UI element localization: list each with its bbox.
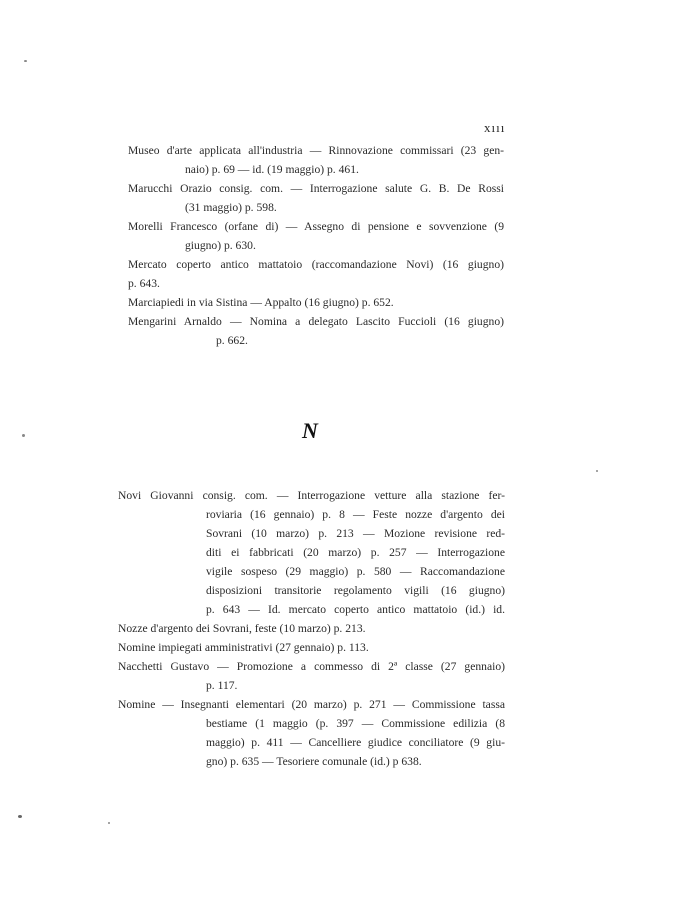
scan-speck [108,822,110,824]
scan-speck [18,815,22,818]
entry-line: naio) p. 69 — id. (19 maggio) p. 461. [185,163,359,176]
entry-line: disposizioni transitorie regolamento vigili (16 giugno) [206,584,505,597]
entry-line: Sovrani (10 marzo) p. 213 — Mozione revisione red- [206,527,505,540]
index-section-n [118,486,505,771]
entry-line: Morelli Francesco (orfane di) — Assegno di pensione e sovvenzione (9 [128,220,504,233]
entry-line: p. 643. [128,277,160,290]
entry-line: Museo d'arte applicata all'industria — Rinnovazione commissari (23 gen- [128,144,504,157]
index-section-m [128,141,504,350]
section-letter-heading: N [302,418,318,443]
entry-line: diti ei fabbricati (20 marzo) p. 257 — Interrogazione [206,546,505,559]
entry-line: Marciapiedi in via Sistina — Appalto (16 giugno) p. 652. [128,296,394,309]
entry-line: Nomine — Insegnanti elementari (20 marzo) p. 271 — Commissione tassa [118,698,505,711]
entry-line: Novi Giovanni consig. com. — Interrogazione vetture alla stazione fer- [118,489,505,502]
entry-line: bestiame (1 maggio (p. 397 — Commissione edilizia (8 [206,717,505,730]
index-entry [128,255,504,293]
entry-line: Nacchetti Gustavo — Promozione a commesso di 2ª classe (27 gennaio) [118,660,505,673]
entry-line: Nozze d'argento dei Sovrani, feste (10 marzo) p. 213. [118,622,366,635]
entry-line: (31 maggio) p. 598. [185,201,277,214]
entry-line: maggio) p. 411 — Cancelliere giudice conciliatore (9 giu- [206,736,505,749]
index-entry [128,217,504,255]
entry-line: Mercato coperto antico mattatoio (raccomandazione Novi) (16 giugno) [128,258,504,271]
scan-speck [22,434,25,437]
scan-speck [24,60,27,62]
entry-line: p. 643 — Id. mercato coperto antico mattatoio (id.) id. [206,603,505,616]
entry-line: Nomine impiegati amministrativi (27 gennaio) p. 113. [118,641,369,654]
index-entry [118,695,505,771]
scan-speck [596,470,598,472]
entry-line: gno) p. 635 — Tesoriere comunale (id.) p 638. [206,755,422,768]
entry-line: Mengarini Arnaldo — Nomina a delegato Lascito Fuccioli (16 giugno) [128,315,504,328]
entry-line: roviaria (16 gennaio) p. 8 — Feste nozze d'argento dei [206,508,505,521]
index-entry [118,638,505,657]
page-number: xııı [484,120,506,135]
entry-line: giugno) p. 630. [185,239,256,252]
entry-line: Marucchi Orazio consig. com. — Interrogazione salute G. B. De Rossi [128,182,504,195]
index-entry [128,293,504,312]
entry-line: p. 662. [216,334,248,347]
entry-line: p. 117. [206,679,238,692]
index-entry [128,141,504,179]
index-entry [128,312,504,350]
index-entry [118,619,505,638]
index-entry [118,486,505,619]
entry-line: vigile sospeso (29 maggio) p. 580 — Raccomandazione [206,565,505,578]
index-entry [118,657,505,695]
index-entry [128,179,504,217]
